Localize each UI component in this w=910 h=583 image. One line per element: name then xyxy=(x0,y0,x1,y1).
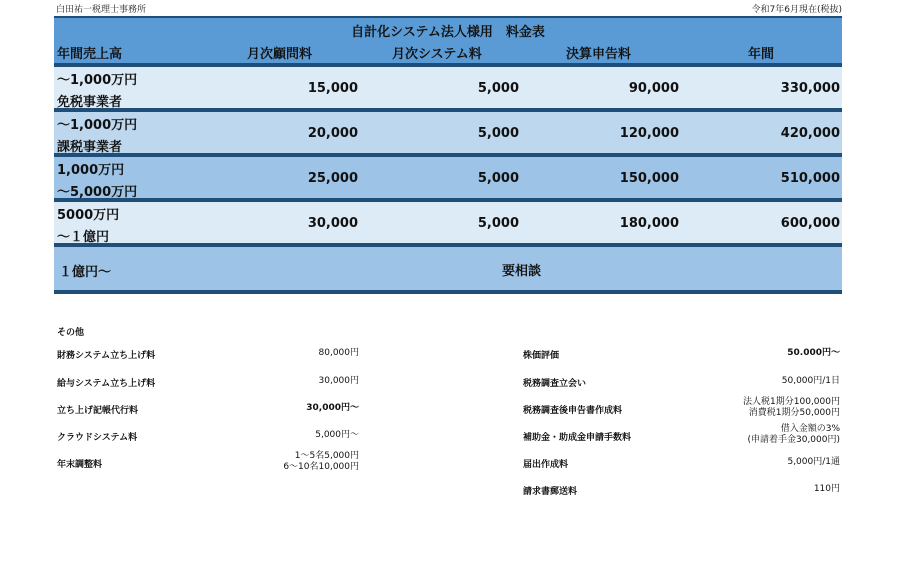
fee-value: 5,000円/1通 xyxy=(787,457,840,467)
row-subcategory: ～5,000万円 xyxy=(57,185,138,200)
settlement-fee-value: 90,000 xyxy=(628,81,679,96)
others-title: その他 xyxy=(57,328,85,338)
header-settlement-fee: 決算申告料 xyxy=(566,47,632,62)
table-row xyxy=(54,67,842,112)
annual-value: 510,000 xyxy=(780,171,840,186)
fee-label: 財務システム立ち上げ料 xyxy=(57,351,156,361)
fee-label: 届出作成料 xyxy=(523,460,569,470)
fee-value: 50.000円～ xyxy=(787,348,840,358)
consult-note: 要相談 xyxy=(502,264,542,279)
monthly-fee-value: 20,000 xyxy=(307,126,358,141)
fee-value: 5,000円～ xyxy=(315,430,359,440)
system-fee-value: 5,000 xyxy=(477,126,519,141)
table-row xyxy=(54,202,842,247)
row-subcategory: ～１億円 xyxy=(57,230,110,245)
row-category: ～1,000万円 xyxy=(57,118,138,133)
row-category: 1,000万円 xyxy=(57,163,125,178)
settlement-fee-value: 120,000 xyxy=(619,126,679,141)
row-subcategory: 課税事業者 xyxy=(57,140,123,155)
row-category: １億円～ xyxy=(59,265,112,280)
monthly-fee-value: 15,000 xyxy=(307,81,358,96)
fee-value: 30,000円 xyxy=(318,376,359,386)
header-system-fee: 月次システム料 xyxy=(392,47,482,62)
monthly-fee-value: 25,000 xyxy=(307,171,358,186)
fee-label: 請求書郵送料 xyxy=(523,487,578,497)
fee-label: 株価評価 xyxy=(523,351,560,361)
row-subcategory: 免税事業者 xyxy=(57,95,123,110)
fee-label: 税務調査立会い xyxy=(523,379,587,389)
table-row xyxy=(54,157,842,202)
table-row-consult xyxy=(54,247,842,294)
table-header xyxy=(54,42,842,67)
settlement-fee-value: 150,000 xyxy=(619,171,679,186)
header-monthly-fee: 月次顧問料 xyxy=(247,47,313,62)
fee-value-multiline: 1～5名5,000円 6～10名10,000円 xyxy=(283,451,359,472)
fee-value-multiline: 借入金額の3% (申請着手金30,000円) xyxy=(747,424,840,445)
annual-value: 600,000 xyxy=(780,216,840,231)
fee-label: クラウドシステム料 xyxy=(57,433,138,443)
monthly-fee-value: 30,000 xyxy=(307,216,358,231)
date-note: 令和7年6月現在(税抜) xyxy=(751,5,842,15)
row-category: ～1,000万円 xyxy=(57,73,138,88)
fee-value: 30,000円～ xyxy=(306,403,359,413)
office-name: 白田祐一税理士事務所 xyxy=(56,5,147,15)
fee-value: 80,000円 xyxy=(318,348,359,358)
fee-table xyxy=(54,16,842,294)
header-annual-sales: 年間売上高 xyxy=(57,47,123,62)
annual-value: 420,000 xyxy=(780,126,840,141)
system-fee-value: 5,000 xyxy=(477,216,519,231)
annual-value: 330,000 xyxy=(780,81,840,96)
table-title: 自計化システム法人様用 料金表 xyxy=(54,16,842,42)
table-row xyxy=(54,112,842,157)
fee-label: 補助金・助成金申請手数料 xyxy=(523,433,632,443)
system-fee-value: 5,000 xyxy=(477,171,519,186)
fee-value: 50,000円/1日 xyxy=(781,376,840,386)
fee-value: 110円 xyxy=(813,484,840,494)
fee-label: 立ち上げ記帳代行料 xyxy=(57,406,139,416)
system-fee-value: 5,000 xyxy=(477,81,519,96)
fee-label: 税務調査後申告書作成料 xyxy=(523,406,623,416)
row-category: 5000万円 xyxy=(57,208,120,223)
fee-value-multiline: 法人税1期分100,000円 消費税1期分50,000円 xyxy=(743,397,840,418)
settlement-fee-value: 180,000 xyxy=(619,216,679,231)
header-annual: 年間 xyxy=(748,47,775,62)
fee-label: 給与システム立ち上げ料 xyxy=(57,379,156,389)
fee-label: 年末調整料 xyxy=(57,460,103,470)
